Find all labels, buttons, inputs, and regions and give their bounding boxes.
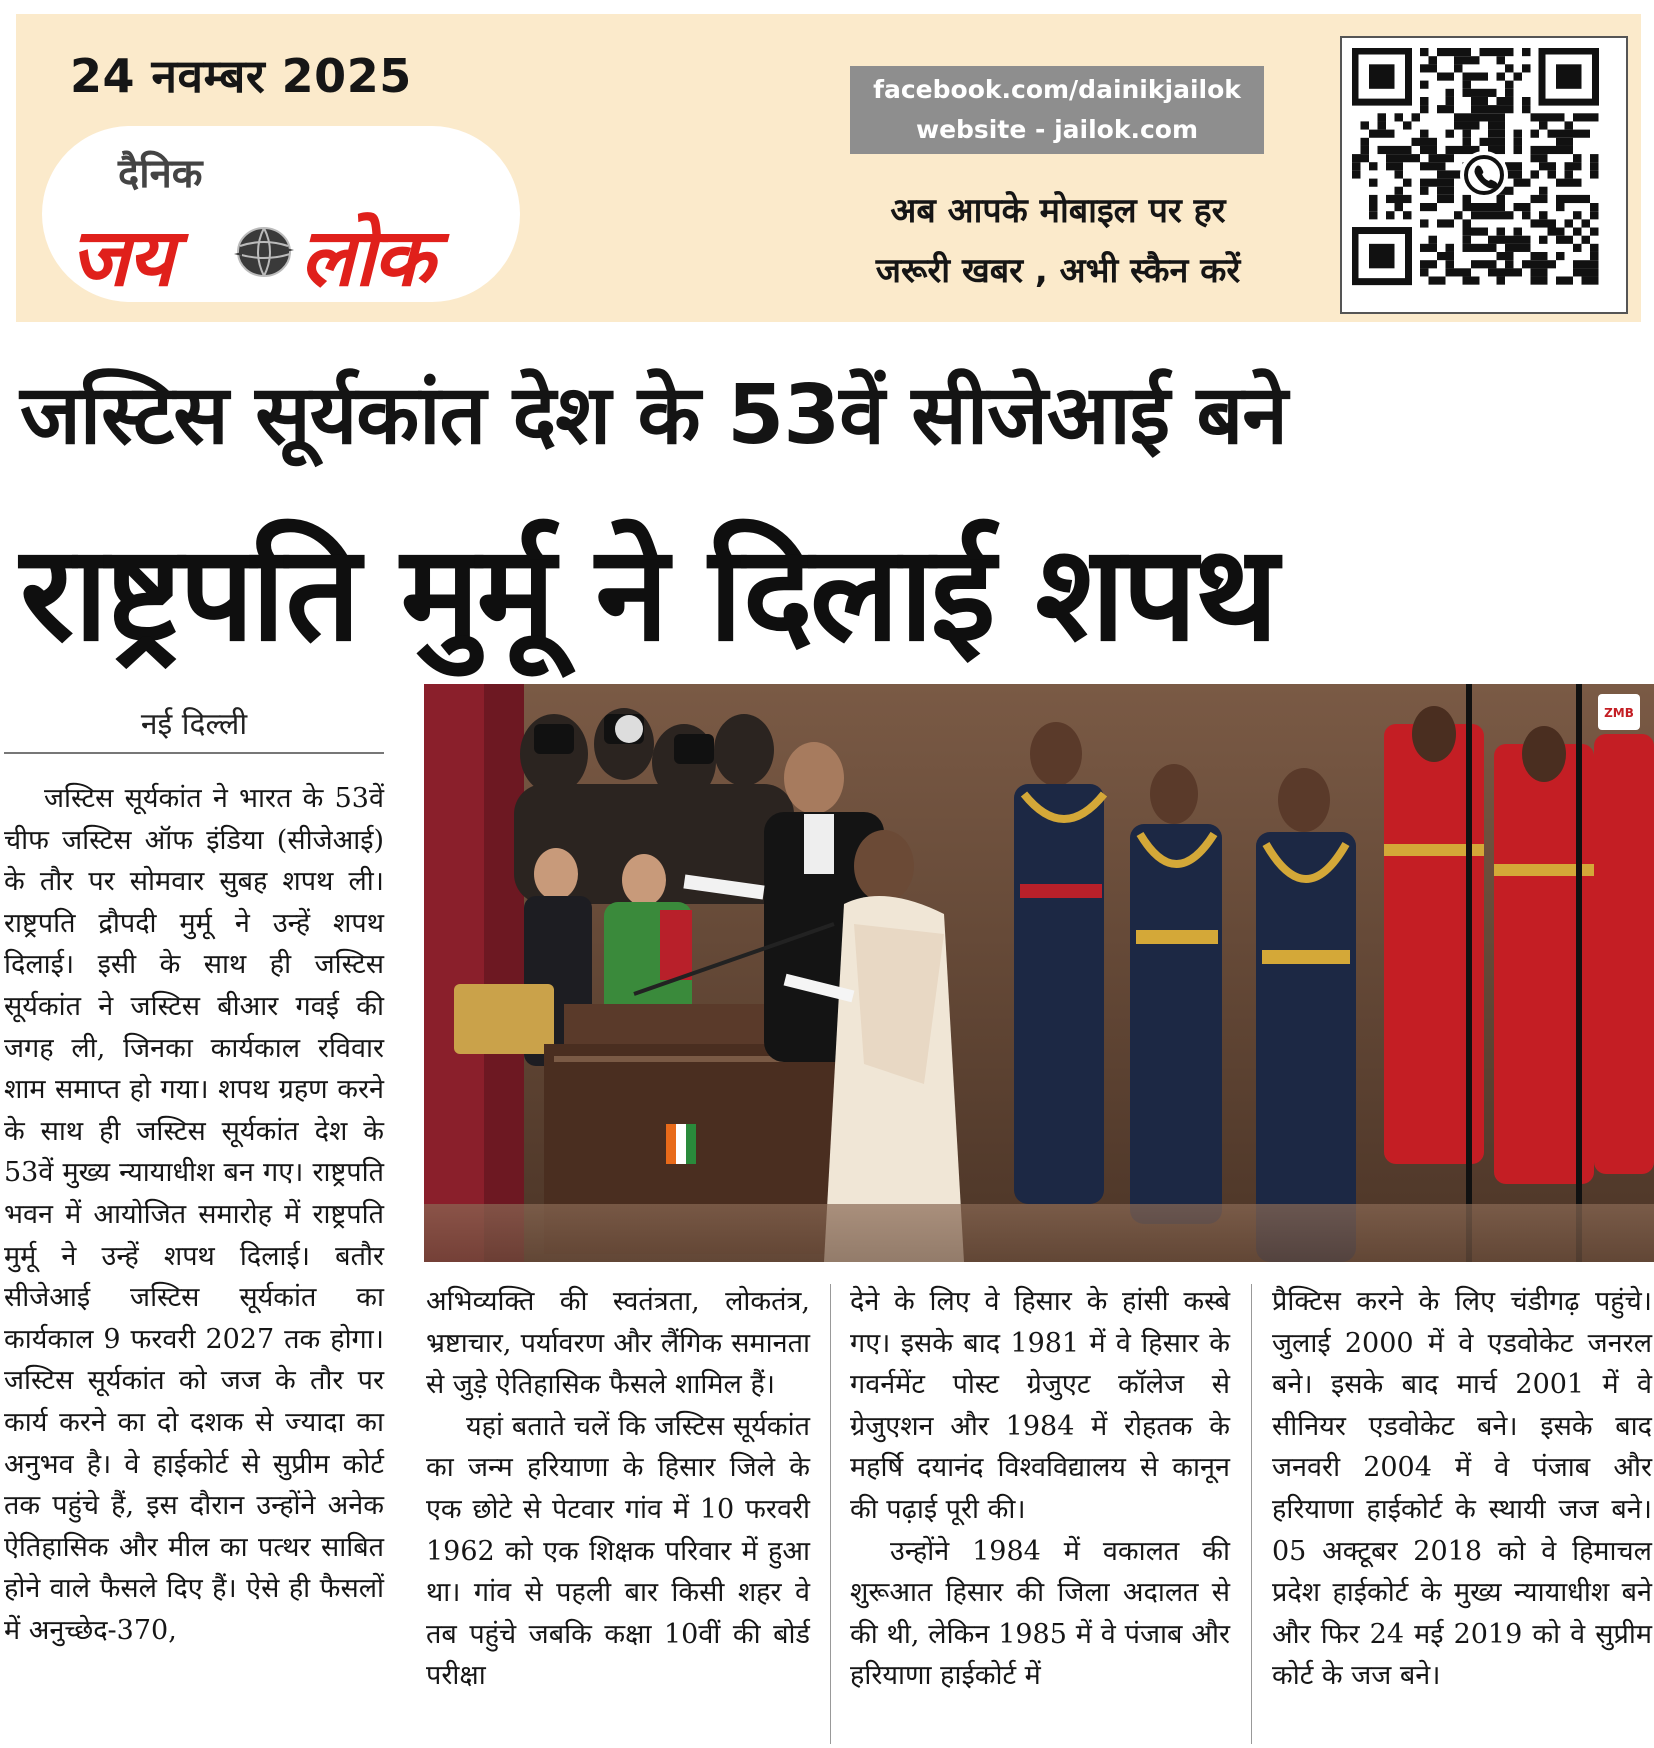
- photo-watermark: [1598, 694, 1640, 730]
- website-link[interactable]: website - jailok.com: [915, 115, 1198, 144]
- article-paragraph: प्रैक्टिस करने के लिए चंडीगढ़ पहुंचे। जुलाई 2000 में वे एडवोकेट जनरल बने। इसके बाद मार्च 2001 में वे सीनियर एडवोकेट बने। इसके बाद जनवरी 2004 में वे पंजाब और हरियाणा हाईकोर्ट के स्थायी जज बने। 05 अक्टूबर 2018 को वे हिमाचल प्रदेश हाईकोर्ट के मुख्य न्यायाधीश बने और फिर 24 मई 2019 को वे सुप्रीम कोर्ट के जज बने।: [1272, 1286, 1652, 1692]
- dateline-rule: [4, 752, 384, 754]
- social-links-box: [850, 66, 1264, 154]
- qr-code-icon: [1352, 48, 1616, 302]
- column-divider: [1251, 1284, 1252, 1744]
- article-column-4: [1272, 1281, 1652, 1697]
- article-paragraph: उन्होंने 1984 में वकालत की शुरूआत हिसार की जिला अदालत से की थी, लेकिन 1985 में वे पंजाब और हरियाणा हाईकोर्ट में: [850, 1535, 1230, 1692]
- ceremony-photo-illustration: [424, 684, 1654, 1262]
- article-column-3: [850, 1281, 1230, 1697]
- facebook-link[interactable]: facebook.com/dainikjailok: [873, 75, 1241, 104]
- promo-line-2: जरूरी खबर , अभी स्कैन करें: [875, 251, 1241, 291]
- logo-word-jai: जय: [70, 211, 172, 304]
- headline-secondary: राष्ट्रपति मुर्मू ने दिलाई शपथ: [20, 517, 1276, 671]
- svg-text:ZMB: ZMB: [1604, 706, 1634, 720]
- article-paragraph: देने के लिए वे हिसार के हांसी कस्बे गए। इसके बाद 1981 में वे हिसार के गवर्नमेंट पोस्ट ग्रेजुएट कॉलेज से ग्रेजुएशन और 1984 में रोहतक के महर्षि दयानंद विश्वविद्यालय से कानून की पढ़ाई पूरी की।: [850, 1286, 1230, 1525]
- article-column-1: [4, 778, 384, 1651]
- ceremony-photo: [424, 684, 1654, 1262]
- issue-date: 24 नवम्बर 2025: [70, 49, 412, 103]
- article-paragraph: जस्टिस सूर्यकांत ने भारत के 53वें चीफ जस्टिस ऑफ इंडिया (सीजेआई) के तौर पर सोमवार सुबह शपथ ली। राष्ट्रपति द्रौपदी मुर्मू ने उन्हें शपथ दिलाई। इसी के साथ ही जस्टिस सूर्यकांत ने जस्टिस बीआर गवई की जगह ली, जिनका कार्यकाल रविवार शाम समाप्त हो गया। शपथ ग्रहण करने के साथ ही जस्टिस सूर्यकांत देश के 53वें मुख्य न्यायाधीश बन गए। राष्ट्रपति भवन में आयोजित समारोह में राष्ट्रपति मुर्मू ने उन्हें शपथ दिलाई। बतौर सीजेआई जस्टिस सूर्यकांत का कार्यकाल 9 फरवरी 2027 तक होगा। जस्टिस सूर्यकांत को जज के तौर पर कार्य करने का दो दशक से ज्यादा का अनुभव है। वे हाईकोर्ट से सुप्रीम कोर्ट तक पहुंचे हैं, इस दौरान उन्होंने अनेक ऐतिहासिक और मील का पत्थर साबित होने वाले फैसले दिए हैं। ऐसे ही फैसलों में अनुच्छेद-370,: [4, 783, 384, 1646]
- logo-word-lok: लोक: [300, 211, 433, 304]
- column-divider: [830, 1284, 831, 1744]
- logo-prefix: दैनिक: [118, 151, 203, 197]
- promo-line-1: अब आपके मोबाइल पर हर: [890, 191, 1226, 231]
- headline-primary: जस्टिस सूर्यकांत देश के 53वें सीजेआई बने: [20, 368, 1287, 463]
- article-paragraph: यहां बताते चलें कि जस्टिस सूर्यकांत का जन्म हरियाणा के हिसार जिले के एक छोटे से पेटवार गांव में 10 फरवरी 1962 को एक शिक्षक परिवार में हुआ था। गांव से पहली बार किसी शहर वे तब पहुंचे जबकि कक्षा 10वीं की बोर्ड परीक्षा: [426, 1410, 810, 1692]
- dateline: नई दिल्ली: [140, 707, 248, 742]
- qr-code[interactable]: [1340, 36, 1628, 314]
- article-paragraph: अभिव्यक्ति की स्वतंत्रता, लोकतंत्र, भ्रष्टाचार, पर्यावरण और लैंगिक समानता से जुड़े ऐतिहासिक फैसले शामिल हैं।: [426, 1286, 810, 1401]
- article-column-2: [426, 1281, 810, 1697]
- globe-icon: [232, 224, 296, 280]
